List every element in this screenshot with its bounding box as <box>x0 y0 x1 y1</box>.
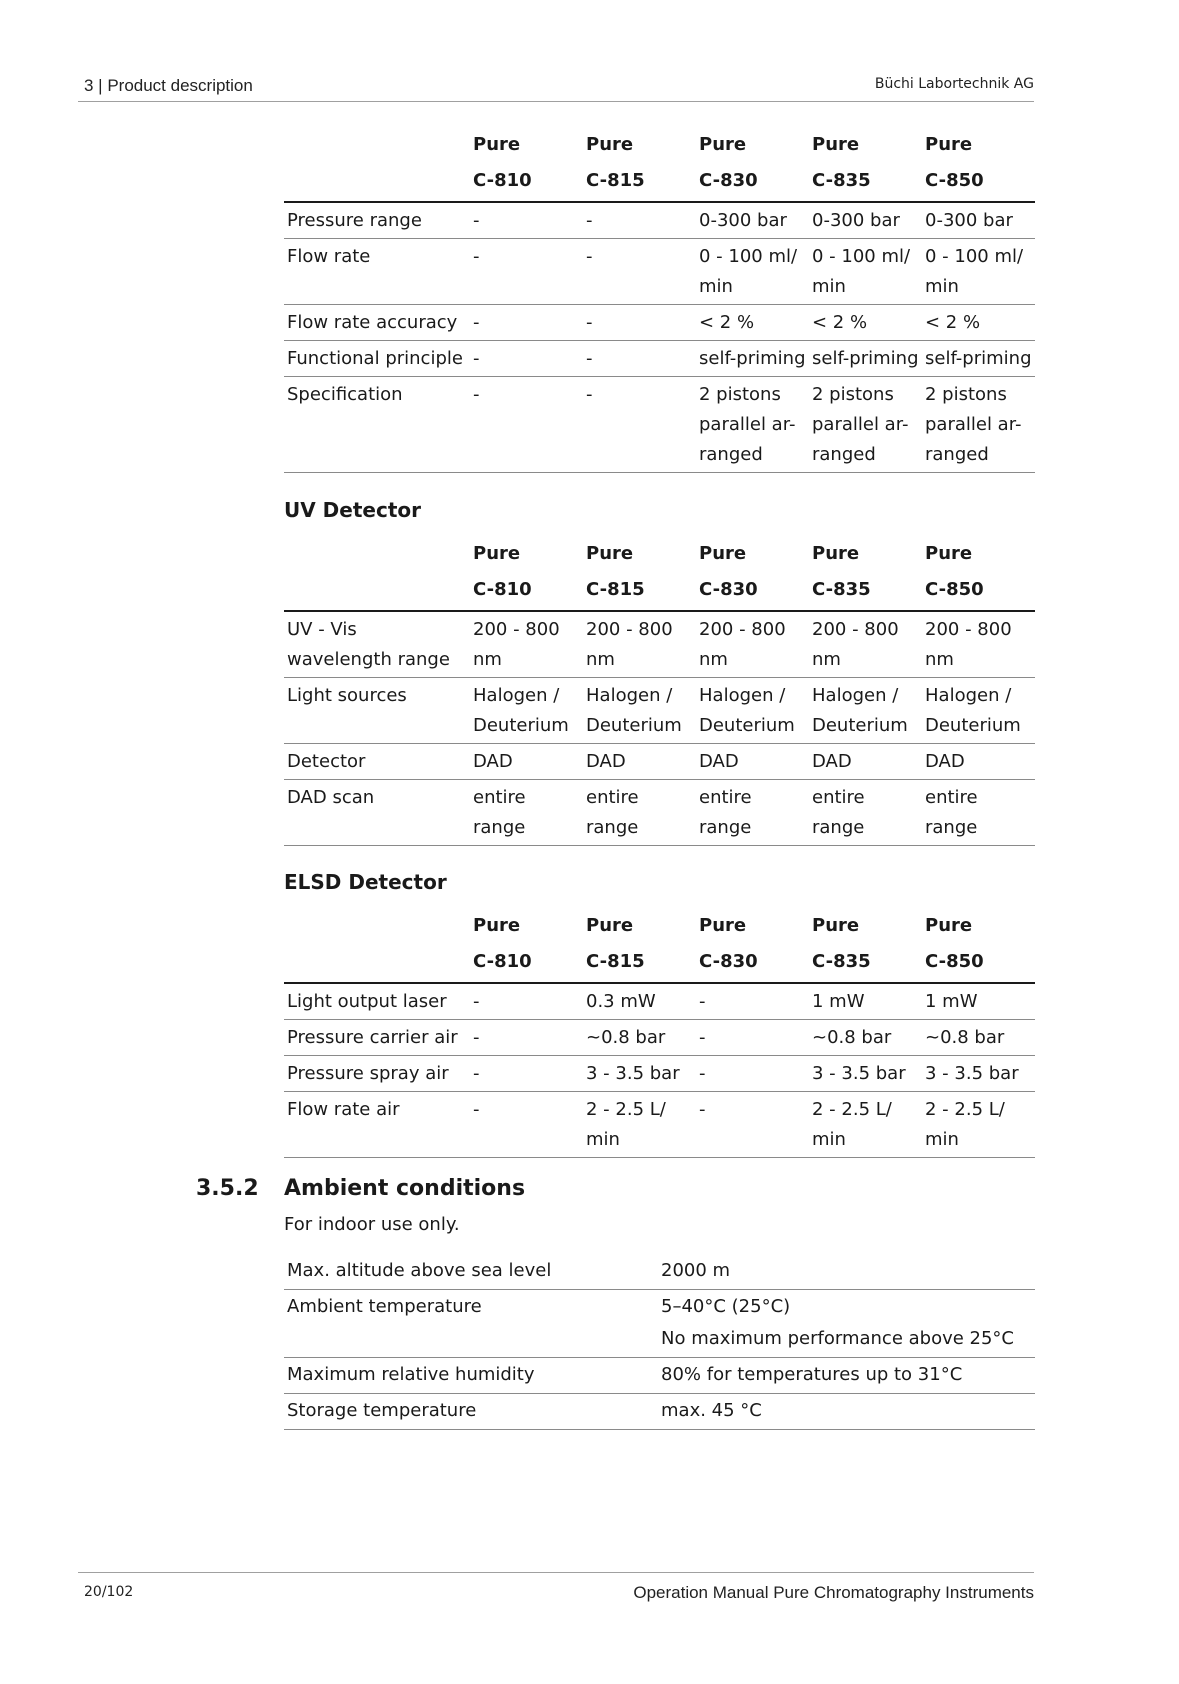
cell: Halogen / Deuterium <box>583 678 696 744</box>
cell: entire range <box>470 780 583 846</box>
cell: 3 - 3.5 bar <box>922 1056 1035 1092</box>
cell: self-priming <box>696 341 809 377</box>
model-code: C-815 <box>583 166 696 202</box>
cell: ~0.8 bar <box>809 1020 922 1056</box>
cell: - <box>583 305 696 341</box>
cell: - <box>470 1020 583 1056</box>
cell: entire range <box>922 780 1035 846</box>
cell: 0 - 100 ml/ min <box>922 239 1035 305</box>
cell: self-priming <box>922 341 1035 377</box>
cell: 80% for temperatures up to 31°C <box>658 1358 1035 1394</box>
cell: entire range <box>809 780 922 846</box>
cell: - <box>470 239 583 305</box>
model-code: C-810 <box>470 166 583 202</box>
corner-cell <box>284 907 470 947</box>
model-code: C-815 <box>583 947 696 983</box>
cell: - <box>470 1092 583 1158</box>
model-header: Pure <box>812 134 860 155</box>
cell: - <box>470 983 583 1020</box>
cell: DAD <box>922 744 1035 780</box>
cell: Halogen / Deuterium <box>809 678 922 744</box>
cell: 1 mW <box>922 983 1035 1020</box>
cell: DAD <box>809 744 922 780</box>
footer-divider <box>78 1572 1034 1573</box>
table-row <box>284 1254 1035 1290</box>
cell: - <box>470 202 583 239</box>
corner-cell <box>284 126 470 166</box>
table-row <box>284 377 1035 473</box>
cell: 200 - 800 nm <box>809 611 922 678</box>
model-code: C-835 <box>809 947 922 983</box>
table-row <box>284 1358 1035 1394</box>
cell: 2 - 2.5 L/ min <box>922 1092 1035 1158</box>
corner-cell <box>284 535 470 575</box>
row-label: Storage temperature <box>284 1394 658 1430</box>
model-header: Pure <box>699 543 747 564</box>
cell: < 2 % <box>696 305 809 341</box>
cell: 2 pistons parallel ar-ranged <box>809 377 922 473</box>
model-header: Pure <box>586 543 634 564</box>
cell: 3 - 3.5 bar <box>583 1056 696 1092</box>
cell: - <box>470 341 583 377</box>
cell: Halogen / Deuterium <box>696 678 809 744</box>
header-company: Büchi Labortechnik AG <box>874 76 1034 92</box>
model-header: Pure <box>812 915 860 936</box>
uv-spec-table-block <box>284 535 1035 846</box>
cell: self-priming <box>809 341 922 377</box>
cell: 200 - 800 nm <box>696 611 809 678</box>
cell: 2 pistons parallel ar-ranged <box>696 377 809 473</box>
cell: Halogen / Deuterium <box>470 678 583 744</box>
pump-spec-table <box>284 126 1035 473</box>
model-header: Pure <box>473 134 521 155</box>
uv-spec-table <box>284 535 1035 846</box>
header-section-title: 3 | Product description <box>84 76 253 95</box>
table-row <box>284 1092 1035 1158</box>
table-row <box>284 305 1035 341</box>
cell: Halogen / Deuterium <box>922 678 1035 744</box>
model-code: C-835 <box>809 575 922 611</box>
model-code: C-810 <box>470 947 583 983</box>
row-label: Detector <box>284 744 470 780</box>
table-row <box>284 1020 1035 1056</box>
cell: entire range <box>583 780 696 846</box>
cell: 2 pistons parallel ar-ranged <box>922 377 1035 473</box>
cell: 200 - 800 nm <box>583 611 696 678</box>
model-header: Pure <box>473 543 521 564</box>
cell: ~0.8 bar <box>922 1020 1035 1056</box>
cell: ~0.8 bar <box>583 1020 696 1056</box>
model-header: Pure <box>473 915 521 936</box>
row-label: Max. altitude above sea level <box>284 1254 658 1290</box>
header-divider <box>78 101 1034 102</box>
table-row <box>284 1290 1035 1358</box>
elsd-spec-table <box>284 907 1035 1158</box>
corner-cell <box>284 575 470 611</box>
row-label: Specification <box>284 377 470 473</box>
table-row <box>284 1394 1035 1430</box>
table-row <box>284 341 1035 377</box>
cell: - <box>696 983 809 1020</box>
row-label: Pressure spray air <box>284 1056 470 1092</box>
table-row <box>284 1056 1035 1092</box>
model-header: Pure <box>812 543 860 564</box>
table-row <box>284 202 1035 239</box>
cell: < 2 % <box>922 305 1035 341</box>
cell: - <box>696 1056 809 1092</box>
model-code: C-850 <box>922 575 1035 611</box>
cell: 3 - 3.5 bar <box>809 1056 922 1092</box>
row-label: Flow rate air <box>284 1092 470 1158</box>
ambient-table-block <box>284 1254 1035 1430</box>
indoor-note: For indoor use only. <box>284 1214 460 1235</box>
row-label: UV - Vis wavelength range <box>284 611 470 678</box>
model-header: Pure <box>586 915 634 936</box>
cell: 2 - 2.5 L/ min <box>809 1092 922 1158</box>
cell: entire range <box>696 780 809 846</box>
cell: max. 45 °C <box>658 1394 1035 1430</box>
cell: - <box>583 377 696 473</box>
row-label: Pressure range <box>284 202 470 239</box>
cell: 0-300 bar <box>922 202 1035 239</box>
table-row <box>284 611 1035 678</box>
cell: - <box>583 202 696 239</box>
model-code: C-815 <box>583 575 696 611</box>
model-header: Pure <box>925 543 973 564</box>
section-number: 3.5.2 <box>196 1176 259 1201</box>
model-header: Pure <box>699 134 747 155</box>
table-row <box>284 239 1035 305</box>
elsd-detector-title: ELSD Detector <box>284 870 447 894</box>
elsd-spec-table-block <box>284 907 1035 1158</box>
cell: - <box>696 1092 809 1158</box>
cell: - <box>470 377 583 473</box>
cell: 0.3 mW <box>583 983 696 1020</box>
model-code: C-830 <box>696 575 809 611</box>
cell <box>658 1290 1035 1358</box>
model-code: C-850 <box>922 166 1035 202</box>
pump-spec-table-block <box>284 126 1035 473</box>
cell-line: 5–40°C (25°C) <box>661 1296 791 1317</box>
table-row <box>284 744 1035 780</box>
cell: DAD <box>470 744 583 780</box>
cell: - <box>583 341 696 377</box>
cell: 1 mW <box>809 983 922 1020</box>
table-row <box>284 678 1035 744</box>
corner-cell <box>284 947 470 983</box>
model-code: C-810 <box>470 575 583 611</box>
row-label: Ambient temperature <box>284 1290 658 1358</box>
row-label: DAD scan <box>284 780 470 846</box>
cell: 0 - 100 ml/ min <box>696 239 809 305</box>
cell: 0-300 bar <box>696 202 809 239</box>
cell: DAD <box>696 744 809 780</box>
section-heading: Ambient conditions <box>284 1176 526 1201</box>
row-label: Light output laser <box>284 983 470 1020</box>
corner-cell <box>284 166 470 202</box>
cell: < 2 % <box>809 305 922 341</box>
cell: - <box>696 1020 809 1056</box>
row-label: Light sources <box>284 678 470 744</box>
page-number: 20/102 <box>84 1584 134 1600</box>
row-label: Functional principle <box>284 341 470 377</box>
cell: - <box>583 239 696 305</box>
table-row <box>284 983 1035 1020</box>
cell: 0-300 bar <box>809 202 922 239</box>
table-row <box>284 780 1035 846</box>
uv-detector-title: UV Detector <box>284 498 421 522</box>
cell: DAD <box>583 744 696 780</box>
ambient-table <box>284 1254 1035 1430</box>
row-label: Flow rate accuracy <box>284 305 470 341</box>
cell: - <box>470 1056 583 1092</box>
cell: - <box>470 305 583 341</box>
row-label: Pressure carrier air <box>284 1020 470 1056</box>
cell: 2000 m <box>658 1254 1035 1290</box>
model-code: C-850 <box>922 947 1035 983</box>
cell: 200 - 800 nm <box>470 611 583 678</box>
cell-line: No maximum performance above 25°C <box>661 1328 1015 1349</box>
model-header: Pure <box>586 134 634 155</box>
cell: 2 - 2.5 L/ min <box>583 1092 696 1158</box>
model-header: Pure <box>925 915 973 936</box>
manual-title: Operation Manual Pure Chromatography Instruments <box>633 1583 1034 1602</box>
model-code: C-830 <box>696 166 809 202</box>
row-label: Maximum relative humidity <box>284 1358 658 1394</box>
cell: 0 - 100 ml/ min <box>809 239 922 305</box>
model-code: C-830 <box>696 947 809 983</box>
cell: 200 - 800 nm <box>922 611 1035 678</box>
model-header: Pure <box>699 915 747 936</box>
row-label: Flow rate <box>284 239 470 305</box>
model-header: Pure <box>925 134 973 155</box>
model-code: C-835 <box>809 166 922 202</box>
